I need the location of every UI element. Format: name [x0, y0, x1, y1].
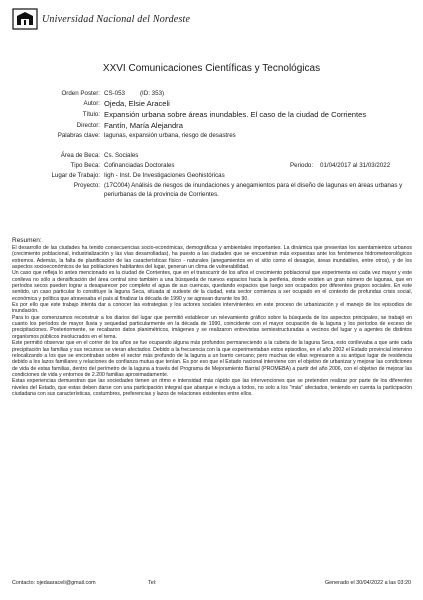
director-value: Fantín, María Alejandra: [104, 121, 183, 130]
orden-poster-value: CS-053: [104, 90, 125, 97]
tipo-beca-value: Cofinanciadas Doctorales: [104, 162, 175, 169]
titulo-label: Título:: [82, 111, 100, 118]
page-title: XXVI Comunicaciones Científicas y Tecnológicas: [102, 63, 321, 74]
periodo-value: 01/04/2017 al 31/03/2022: [320, 162, 391, 169]
footer-contact: Contacto: ojedaaraceli@gmail.com: [12, 580, 96, 586]
resumen-paragraph: Es por ello que este trabajo intenta dar a conocer las estrategias y los actores sociales intervinientes en este proceso de urbanización y el manejo de los episodios de inundación.: [12, 302, 412, 315]
tipo-beca-label: Tipo Beca:: [70, 162, 100, 169]
area-beca-value: Cs. Sociales: [104, 152, 139, 159]
poster-id: (ID: 353): [140, 90, 165, 97]
proyecto-value-line2: periurbanas de la provincia de Corrientes.: [104, 191, 219, 198]
footer-generated: Generado el 30/04/2022 a las 03:20: [324, 580, 411, 586]
lugar-trabajo-value: Iigh - Inst. De Investigaciones Geohistóricas: [104, 172, 225, 179]
resumen-paragraph: Este permitió observar que en el correr de los años se fue ocupando alguna más profundos permaneciendo a la cubeta de la laguna Seca, esto conllevaba a que ante cada precipitación las familias y sus recursos se vieran afectados. Debido a la frecuencia con la que experimentaban estos episodios, en el año 2002 el Estado provincial intervino relocalizando a los que se encontraban sobre el sector más profundo de la laguna a un barrio cercano; pero muchas de ellas regresaron a su antiguo lugar de residencia debido a los lazos familiares y relaciones de confianza mutua que tenían. Es por eso que el Estado nacional interviene con el objetivo de urbanizar y mejorar las condiciones de vida de estas familias, dentro del perímetro de la laguna a través del Programa de Mejoramiento Barrial (PROMEBA) a partir del año 2006, con el objetivo de mejorar las condiciones de vida y entornos de 2.200 familias aproximadamente.: [12, 340, 412, 378]
director-label: Director:: [76, 122, 100, 129]
resumen-heading: Resumen:: [12, 237, 42, 244]
autor-label: Autor:: [83, 100, 100, 107]
resumen-paragraph: Un caso que refleja lo antes mencionado es la ciudad de Corrientes, que en el transcurrir de los años el crecimiento poblacional que experimenta es cada vez mayor y este conlleva no sólo a densificación del área central sino también a una búsqueda de nuevos espacios hacia la periferia, donde existen un gran número de lagunas, que en períodos secos pueden lograr a desaparecer por completo el agua de sus cuencas, quedando espacios que luego son ocupados por diferentes grupos sociales. En este sentido, un caso particular lo constituye la laguna Seca, situada al sudeste de la ciudad, esta sector comienza a ser ocupado en el contexto de profundas crisis social, económica y política que atravesaba el país al finalizar la década de 1990 y se agravan durante los 90.: [12, 270, 412, 302]
palabras-clave-label: Palabras clave:: [57, 132, 100, 139]
university-logo-icon: [12, 8, 38, 30]
periodo-label: Periodo:: [290, 162, 314, 169]
resumen-paragraph: Para lo que comenzamos reconstruir a los diarios del lugar que permitió establecer un relevamiento gráfico sobre la búsqueda de los aspectos principales, se trabajó en cuanto los períodos de mayor lluvia y sequedad particularmente en la década de 1990, coincidente con el mayor ocupación de la laguna y los períodos de exceso de precipitaciones. Posteriormente, se recabaron datos planimétricos, imágenes y se realizaron entrevistas semiestructuradas a vecinos del lugar y a agentes de distintos organismos públicos involucrados en el tema.: [12, 314, 412, 340]
palabras-clave-value: lagunas, expansión urbana, riesgo de desastres: [104, 132, 236, 139]
orden-poster-label: Orden Poster:: [61, 90, 100, 97]
proyecto-value-line1: (17C004) Análisis de riesgos de inundaciones y anegamientos para el diseño de lagunas en áreas urbanas y: [104, 182, 403, 189]
resumen-paragraph: El desarrollo de las ciudades ha tenido consecuencias socio-económicas, demográficas y ambientales importantes. La dinámica que presentan los asentamientos urbanos (crecimiento poblacional, industrialización y las vías desarrolladas), ha puesto a las ciudades que se encuentran más expuestas ante los fenómenos hidrometeorológicos extremos. Además, la falta de planificación de las características físico - naturales (anegamientos en el sitio como el desagüe, áreas inundables, entre otros), y de los aspectos socioeconómicos de las poblaciones habitantes del lugar, generan un clima de vulnerabilidad.: [12, 245, 412, 271]
university-name: Universidad Nacional del Nordeste: [42, 14, 191, 25]
footer-tel: Tel:: [148, 580, 157, 586]
resumen-body: [12, 245, 412, 397]
proyecto-label: Proyecto:: [73, 182, 100, 189]
titulo-value: Expansión urbana sobre áreas inundables. El caso de la ciudad de Corrientes: [104, 110, 367, 119]
resumen-paragraph: Estas experiencias demuestran que las sociedades tienen un ritmo e intensidad más rápido que las intervenciones que se pretenden realizar por parte de los diferentes niveles del Estado, que estas deben darse con una participación integral que abarque e incluya a todos, no solo a los "más" afectados, teniendo en cuenta la participación ciudadana con sus características, costumbres, preferencias y lazos de relaciones existentes entre ellos.: [12, 378, 412, 397]
autor-value: Ojeda, Elsie Araceli: [104, 99, 170, 108]
lugar-trabajo-label: Lugar de Trabajo:: [51, 172, 100, 179]
area-beca-label: Área de Beca:: [60, 152, 100, 159]
